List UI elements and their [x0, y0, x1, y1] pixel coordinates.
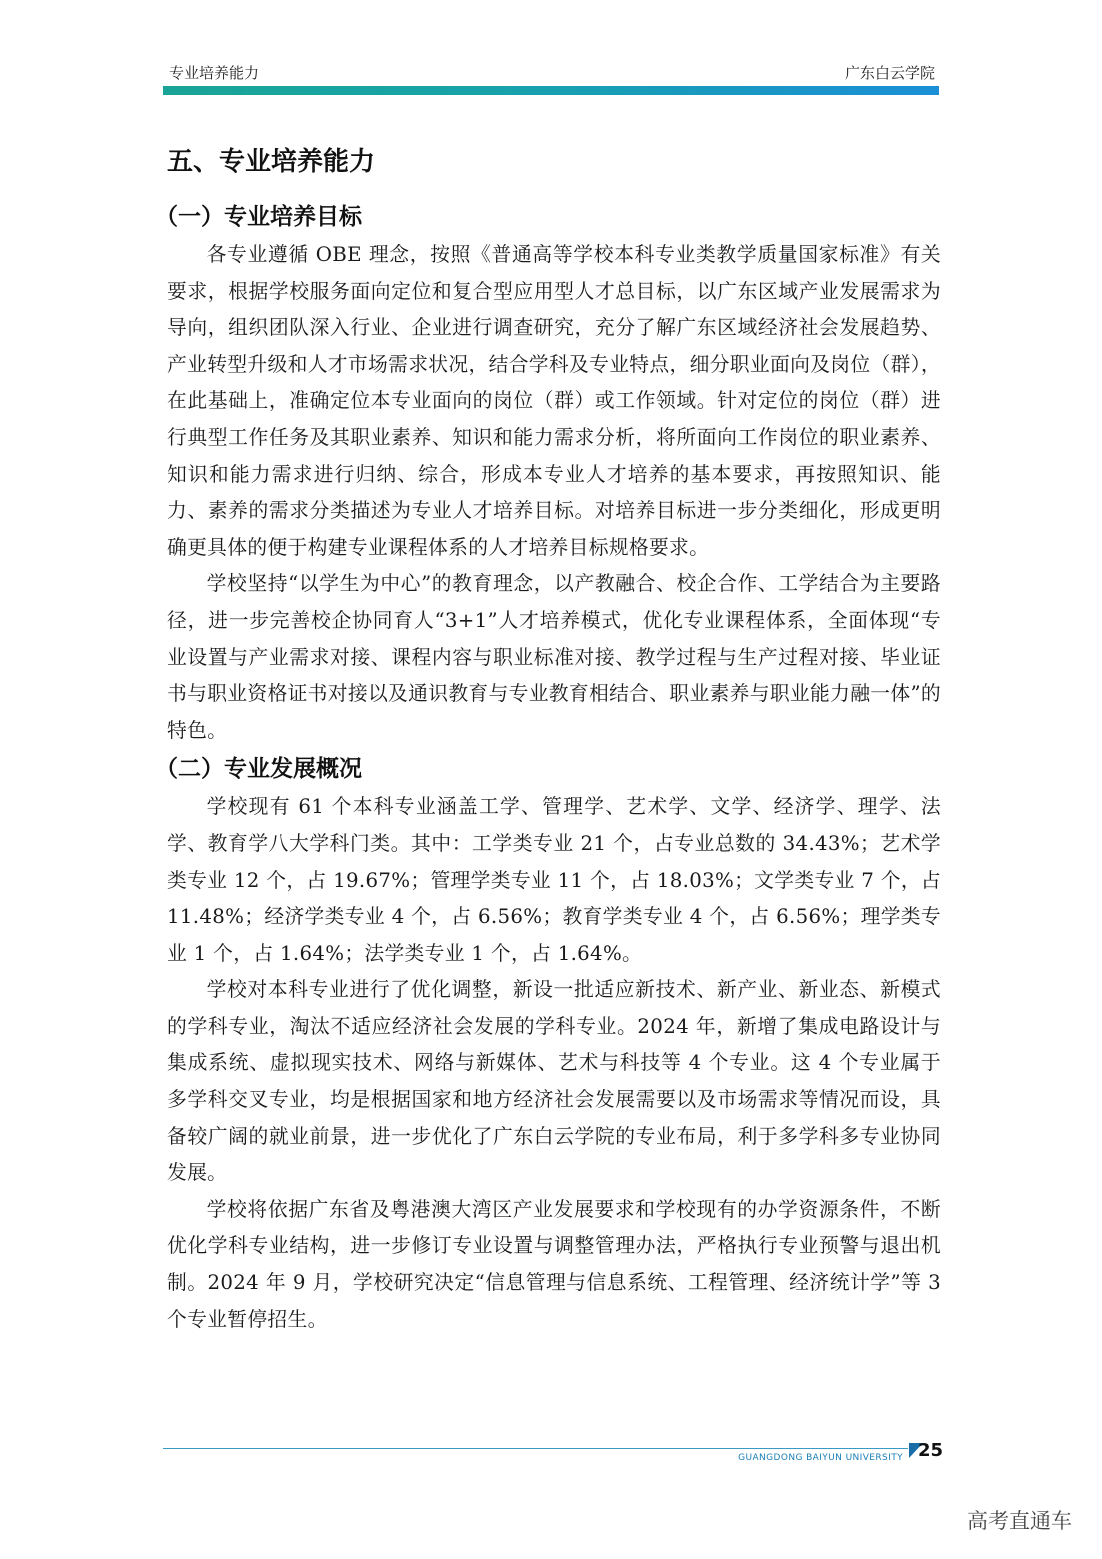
paragraph: 学校对本科专业进行了优化调整，新设一批适应新技术、新产业、新业态、新模式的学科专业，淘汰不适应经济社会发展的学科专业。2024 年，新增了集成电路设计与集成系统、虚拟现实技术、网络与新媒体、艺术与科技等 4 个专业。这 4 个专业属于多学科交叉专业，均是根据国家和地方经济社会发展需要以及市场需求等情况而设，具备较广阔的就业前景，进一步优化了广东白云学院的专业布局，利于多学科多专业协同发展。 [167, 978, 941, 1185]
subsection-title-goals: （一）专业培养目标 [155, 204, 362, 230]
page-footer [163, 1440, 943, 1473]
subsection-title-overview: （二）专业发展概况 [155, 756, 362, 783]
footer-rule [163, 1448, 908, 1449]
paragraph: 各专业遵循 OBE 理念，按照《普通高等学校本科专业类教学质量国家标准》有关要求，根据学校服务面向定位和复合型应用型人才总目标，以广东区域产业发展需求为导向，组织团队深入行业、企业进行调查研究，充分了解广东区域经济社会发展趋势、产业转型升级和人才市场需求状况，结合学科及专业特点，细分职业面向及岗位（群），在此基础上，准确定位本专业面向的岗位（群）或工作领域。针对定位的岗位（群）进行典型工作任务及其职业素养、知识和能力需求分析，将所面向工作岗位的职业素养、知识和能力需求进行归纳、综合，形成本专业人才培养的基本要求，再按照知识、能力、素养的需求分类描述为专业人才培养目标。对培养目标进一步分类细化，形成更明确更具体的便于构建专业课程体系的人才培养目标规格要求。 [167, 243, 941, 559]
watermark-text: 高考直通车 [967, 1509, 1072, 1533]
paragraph: 学校将依据广东省及粤港澳大湾区产业发展要求和学校现有的办学资源条件，不断优化学科专业结构，进一步修订专业设置与调整管理办法，严格执行专业预警与退出机制。2024 年 9 月，学校研究决定“信息管理与信息系统、工程管理、经济统计学”等 3 个专业暂停招生。 [167, 1197, 941, 1331]
page-number: 25 [917, 1440, 943, 1461]
header-gradient-bar [163, 86, 939, 95]
paragraph: 学校坚持“以学生为中心”的教育理念，以产教融合、校企合作、工学结合为主要路径，进一步完善校企协同育人“3+1”人才培养模式，优化专业课程体系，全面体现“专业设置与产业需求对接、课程内容与职业标准对接、教学过程与生产过程对接、毕业证书与职业资格证书对接以及通识教育与专业教育相结合、职业素养与职业能力融一体”的特色。 [167, 572, 941, 742]
page-content [155, 142, 941, 1338]
paragraph: 学校现有 61 个本科专业涵盖工学、管理学、艺术学、文学、经济学、理学、法学、教育学八大学科门类。其中：工学类专业 21 个，占专业总数的 34.43%；艺术学类专业 12 个，占 19.67%；管理学类专业 11 个，占 18.03%；文学类专业 7 个，占 11.48%；经济学类专业 4 个，占 6.56%；教育学类专业 4 个，占 6.56%；理学类专业 1 个，占 1.64%；法学类专业 1 个，占 1.64%。 [167, 795, 941, 965]
page-header [163, 58, 939, 98]
header-university-name: 广东白云学院 [844, 64, 935, 82]
section-title: 五、专业培养能力 [167, 147, 376, 177]
header-section-name: 专业培养能力 [169, 64, 260, 82]
footer-university-en: GUANGDONG BAIYUN UNIVERSITY [738, 1453, 903, 1463]
